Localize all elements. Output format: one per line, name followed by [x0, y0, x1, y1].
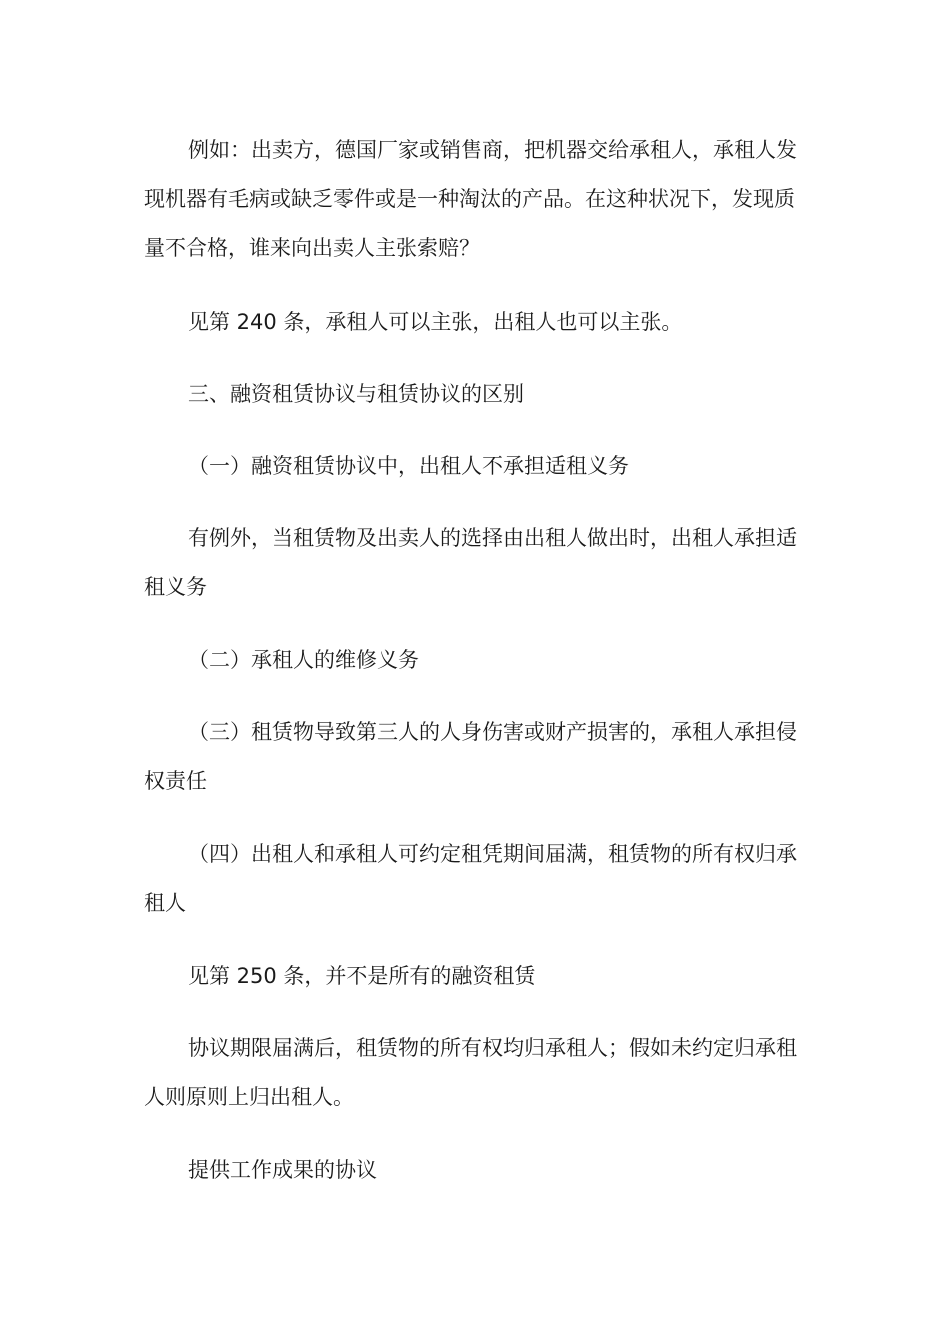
- paragraph-ownership: 协议期限届满后，租赁物的所有权均归承租人；假如未约定归承租人则原则上归出租人。: [144, 1036, 797, 1109]
- paragraph-article-250: 见第 250 条，并不是所有的融资租赁: [188, 964, 536, 988]
- subheading-four: （四）出租人和承租人可约定租凭期间届满，租赁物的所有权归承租人: [144, 842, 797, 915]
- paragraph-exception: 有例外，当租赁物及出卖人的选择由出租人做出时，出租人承担适租义务: [144, 526, 797, 599]
- paragraph-example: 例如：出卖方，德国厂家或销售商，把机器交给承租人，承租人发现机器有毛病或缺乏零件或是一种淘汰的产品。在这种状况下，发现质量不合格，谁来向出卖人主张索赔？: [144, 138, 797, 260]
- section-heading-differences: 三、融资租赁协议与租赁协议的区别: [188, 382, 524, 406]
- paragraph-work-results: 提供工作成果的协议: [188, 1158, 377, 1182]
- subheading-one: （一）融资租赁协议中，出租人不承担适租义务: [188, 454, 629, 478]
- subheading-three: （三）租赁物导致第三人的人身伤害或财产损害的，承租人承担侵权责任: [144, 720, 797, 793]
- document-page: [144, 0, 809, 1344]
- subheading-two: （二）承租人的维修义务: [188, 648, 419, 672]
- paragraph-article-240: 见第 240 条，承租人可以主张，出租人也可以主张。: [188, 310, 683, 334]
